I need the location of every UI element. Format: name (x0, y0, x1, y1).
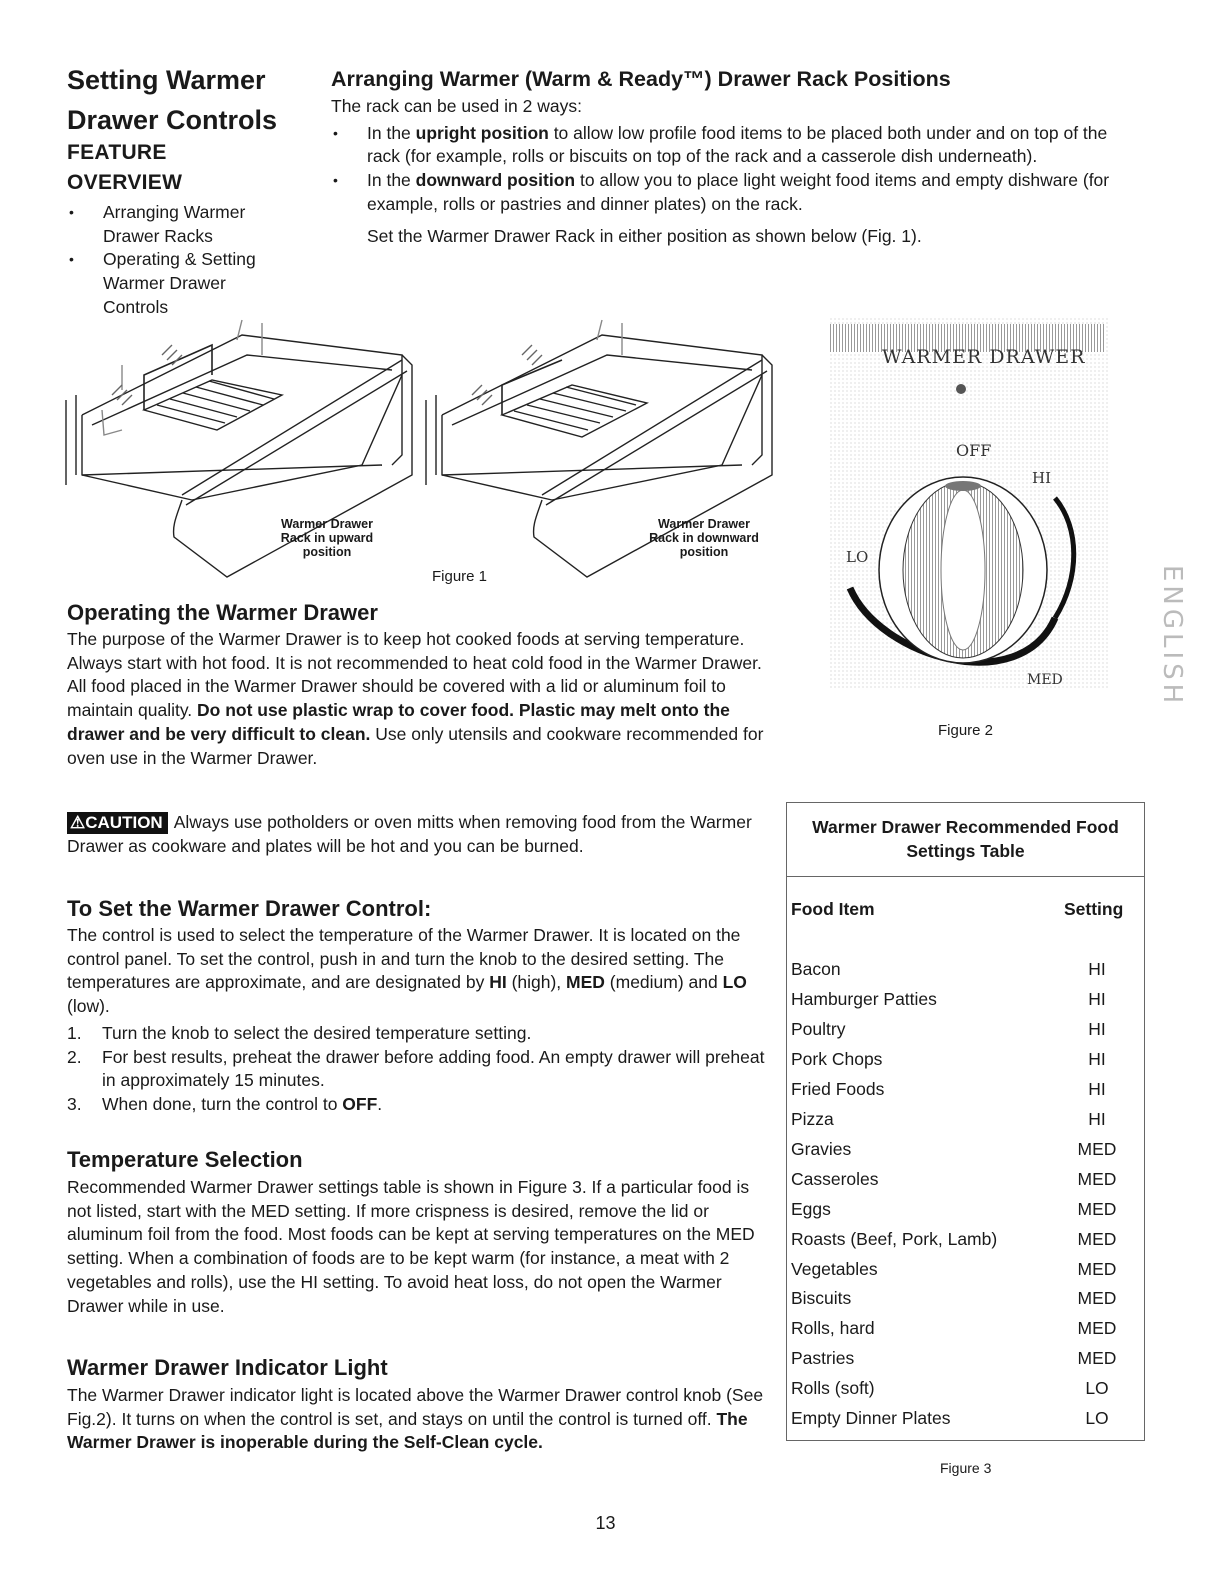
step-number: 1. (67, 1022, 82, 1043)
table-row-setting: LO (1085, 1378, 1109, 1398)
control-panel-illustration (830, 318, 1110, 698)
step-number: 2. (67, 1046, 82, 1067)
table-divider (787, 876, 1144, 877)
table-title-line2: Settings Table (906, 841, 1025, 861)
table-row-setting: MED (1077, 1348, 1117, 1368)
table-row-food: Rolls, hard (791, 1318, 875, 1338)
indicator-section (67, 1355, 767, 1455)
side-tab-text: ENGLISH (1157, 565, 1187, 708)
step-item (67, 1093, 767, 1117)
dial-off-label: OFF (956, 441, 992, 460)
med-term: MED (566, 972, 605, 993)
overview-list (67, 201, 292, 320)
text: (high), (506, 972, 567, 993)
arranging-intro: The rack can be used in 2 ways: (331, 96, 582, 116)
feature-heading-line2: OVERVIEW (67, 171, 183, 194)
table-row-food: Roasts (Beef, Pork, Lamb) (791, 1229, 998, 1249)
figure-1-caption: Figure 1 (432, 568, 488, 585)
language-side-tab (1157, 565, 1197, 715)
warmer-drawer-panel-label: WARMER DRAWER (882, 346, 1086, 368)
text: The purpose of the Warmer Drawer is to keep hot cooked foods at serving temperature. Always start with hot food. It is not recommended to heat cold food in the Warmer Drawer. All food placed in the Warmer Drawer should be covered with a lid or aluminum foil to maintain quality. (67, 629, 762, 721)
temperature-text: Recommended Warmer Drawer settings table is shown in Figure 3. If a particular food is not listed, start with the MED setting. If more crispness is desired, remove the lid or aluminum foil from the food. Most foods can be kept at serving temperatures on the MED setting. When a combination of foods are to be kept warm (for instance, a meat with 2 vegetables and rolls), use the HI setting. To avoid heat loss, do not open the Warmer Drawer while in use. (67, 1177, 755, 1316)
table-row-setting: MED (1077, 1139, 1117, 1159)
table-row-food: Pizza (791, 1109, 834, 1129)
arranging-list (331, 122, 1131, 217)
lo-term: LO (722, 972, 747, 993)
section-header (67, 62, 317, 320)
arranging-heading: Arranging Warmer (Warm & Ready™) Drawer Rack Positions (331, 67, 951, 91)
downward-position-term: downward position (415, 170, 576, 191)
dial-med-label: MED (1027, 672, 1063, 688)
arranging-set-text: Set the Warmer Drawer Rack in either position as shown below (Fig. 1). (367, 225, 922, 246)
figure-1 (62, 315, 802, 595)
set-control-text (67, 924, 767, 1019)
table-title (787, 815, 1144, 863)
feature-heading-line1: FEATURE (67, 141, 167, 164)
text: The Warmer Drawer indicator light is located above the Warmer Drawer control knob (See Fig.2). It turns on when the control is set, and stays on until the control is turned off. (67, 1385, 764, 1429)
operating-heading: Operating the Warmer Drawer (67, 600, 378, 625)
page-number: 13 (595, 1513, 616, 1533)
figure-3-caption: Figure 3 (940, 1460, 992, 1476)
indicator-light (956, 384, 966, 394)
text: (medium) and (604, 972, 723, 993)
caution-badge (67, 812, 168, 834)
settings-table (786, 802, 1145, 1441)
step-text: Turn the knob to select the desired temperature setting. (102, 1022, 532, 1043)
table-row-setting: MED (1077, 1288, 1117, 1308)
table-row-food: Pork Chops (791, 1049, 883, 1069)
operating-text (67, 628, 767, 770)
table-row-food: Poultry (791, 1019, 846, 1039)
text: (low). (67, 996, 110, 1017)
indicator-heading: Warmer Drawer Indicator Light (67, 1355, 388, 1380)
table-row-setting: MED (1077, 1169, 1117, 1189)
table-row-food: Casseroles (791, 1169, 879, 1189)
overview-item: • Operating & Setting Warmer Drawer Controls (67, 248, 292, 319)
table-row-setting: MED (1077, 1259, 1117, 1279)
table-row-food: Eggs (791, 1199, 831, 1219)
page-title-line2: Drawer Controls (67, 105, 278, 135)
figure-2 (830, 318, 1110, 748)
operating-section (67, 600, 767, 770)
step-number: 3. (67, 1093, 82, 1114)
text: In the (367, 122, 416, 143)
table-title-line1: Warmer Drawer Recommended Food (812, 817, 1119, 837)
table-row-food: Gravies (791, 1139, 852, 1159)
dial-hi-label: HI (1032, 469, 1052, 487)
figure-2-caption: Figure 2 (938, 722, 994, 739)
text: Use only utensils and cookware recommended for oven use in the Warmer Drawer. (67, 723, 764, 768)
col-header-food: Food Item (791, 899, 875, 919)
warning-triangle-icon: ⚠ (70, 813, 86, 832)
table-row-setting: HI (1088, 1109, 1106, 1129)
arranging-bullet-upright (331, 122, 1131, 169)
table-row-food: Biscuits (791, 1288, 852, 1308)
caution-notice (67, 811, 767, 858)
label-rack-downward: Warmer Drawer Rack in downward position (649, 517, 759, 559)
table-row-food: Vegetables (791, 1259, 878, 1279)
indicator-text (67, 1384, 767, 1455)
table-row-food: Empty Dinner Plates (791, 1408, 951, 1428)
overview-item: • Arranging Warmer Drawer Racks (67, 201, 292, 248)
temperature-section (67, 1147, 767, 1318)
label-rack-upward: Warmer Drawer Rack in upward position (280, 517, 374, 559)
off-term: OFF (342, 1093, 378, 1114)
temperature-heading: Temperature Selection (67, 1147, 303, 1172)
step-text: When done, turn the control to (102, 1093, 343, 1114)
table-row-setting: MED (1077, 1229, 1117, 1249)
table-row-food: Pastries (791, 1348, 855, 1368)
self-clean-warning: The Warmer Drawer is inoperable during the Self-Clean cycle. (67, 1408, 748, 1453)
table-row-food: Rolls (soft) (791, 1378, 875, 1398)
step-text: For best results, preheat the drawer before adding food. An empty drawer will preheat in approximately 15 minutes. (102, 1046, 765, 1091)
plastic-warning: Do not use plastic wrap to cover food. Plastic may melt onto the drawer and be very difficult to clean. (67, 700, 730, 744)
step-item (67, 1022, 767, 1046)
col-header-setting: Setting (1064, 899, 1124, 919)
table-row-setting: MED (1077, 1199, 1117, 1219)
table-row-setting: HI (1088, 959, 1106, 979)
table-row-food: Fried Foods (791, 1079, 885, 1099)
table-row-food: Hamburger Patties (791, 989, 937, 1009)
set-control-section (67, 896, 767, 1117)
upright-position-term: upright position (415, 122, 549, 143)
step-item (67, 1046, 767, 1093)
table-row-setting: HI (1088, 1049, 1106, 1069)
table-row-setting: LO (1085, 1408, 1109, 1428)
dial-lo-label: LO (846, 548, 869, 566)
text: to allow you to place light weight food items and empty dishware (for example, rolls or pastries and dinner plates) on the rack. (367, 170, 1110, 214)
table-row-setting: HI (1088, 1019, 1106, 1039)
caution-text: Always use potholders or oven mitts when removing food from the Warmer Drawer as cookware and plates will be hot and you can be burned. (67, 812, 752, 856)
hi-term: HI (489, 972, 507, 993)
text: . (377, 1093, 383, 1114)
table-row-food: Bacon (791, 959, 841, 979)
text: to allow low profile food items to be placed both under and on top of the rack (for example, rolls or biscuits on top of the rack and a casserole dish underneath). (367, 122, 1108, 167)
set-control-heading: To Set the Warmer Drawer Control: (67, 896, 432, 921)
table-row-setting: HI (1088, 989, 1106, 1009)
caution-label: CAUTION (85, 813, 163, 832)
arranging-section (331, 66, 1131, 248)
table-row-setting: MED (1077, 1318, 1117, 1338)
page-title-line1: Setting Warmer (67, 65, 266, 95)
set-control-steps (67, 1022, 767, 1117)
arranging-bullet-downward (331, 169, 1131, 216)
text: The control is used to select the temperature of the Warmer Drawer. It is located on the control panel. To set the control, push in and turn the knob to the desired setting. The temperatures are approximate, and are designated by (67, 925, 741, 993)
text: In the (367, 170, 416, 191)
table-row-setting: HI (1088, 1079, 1106, 1099)
